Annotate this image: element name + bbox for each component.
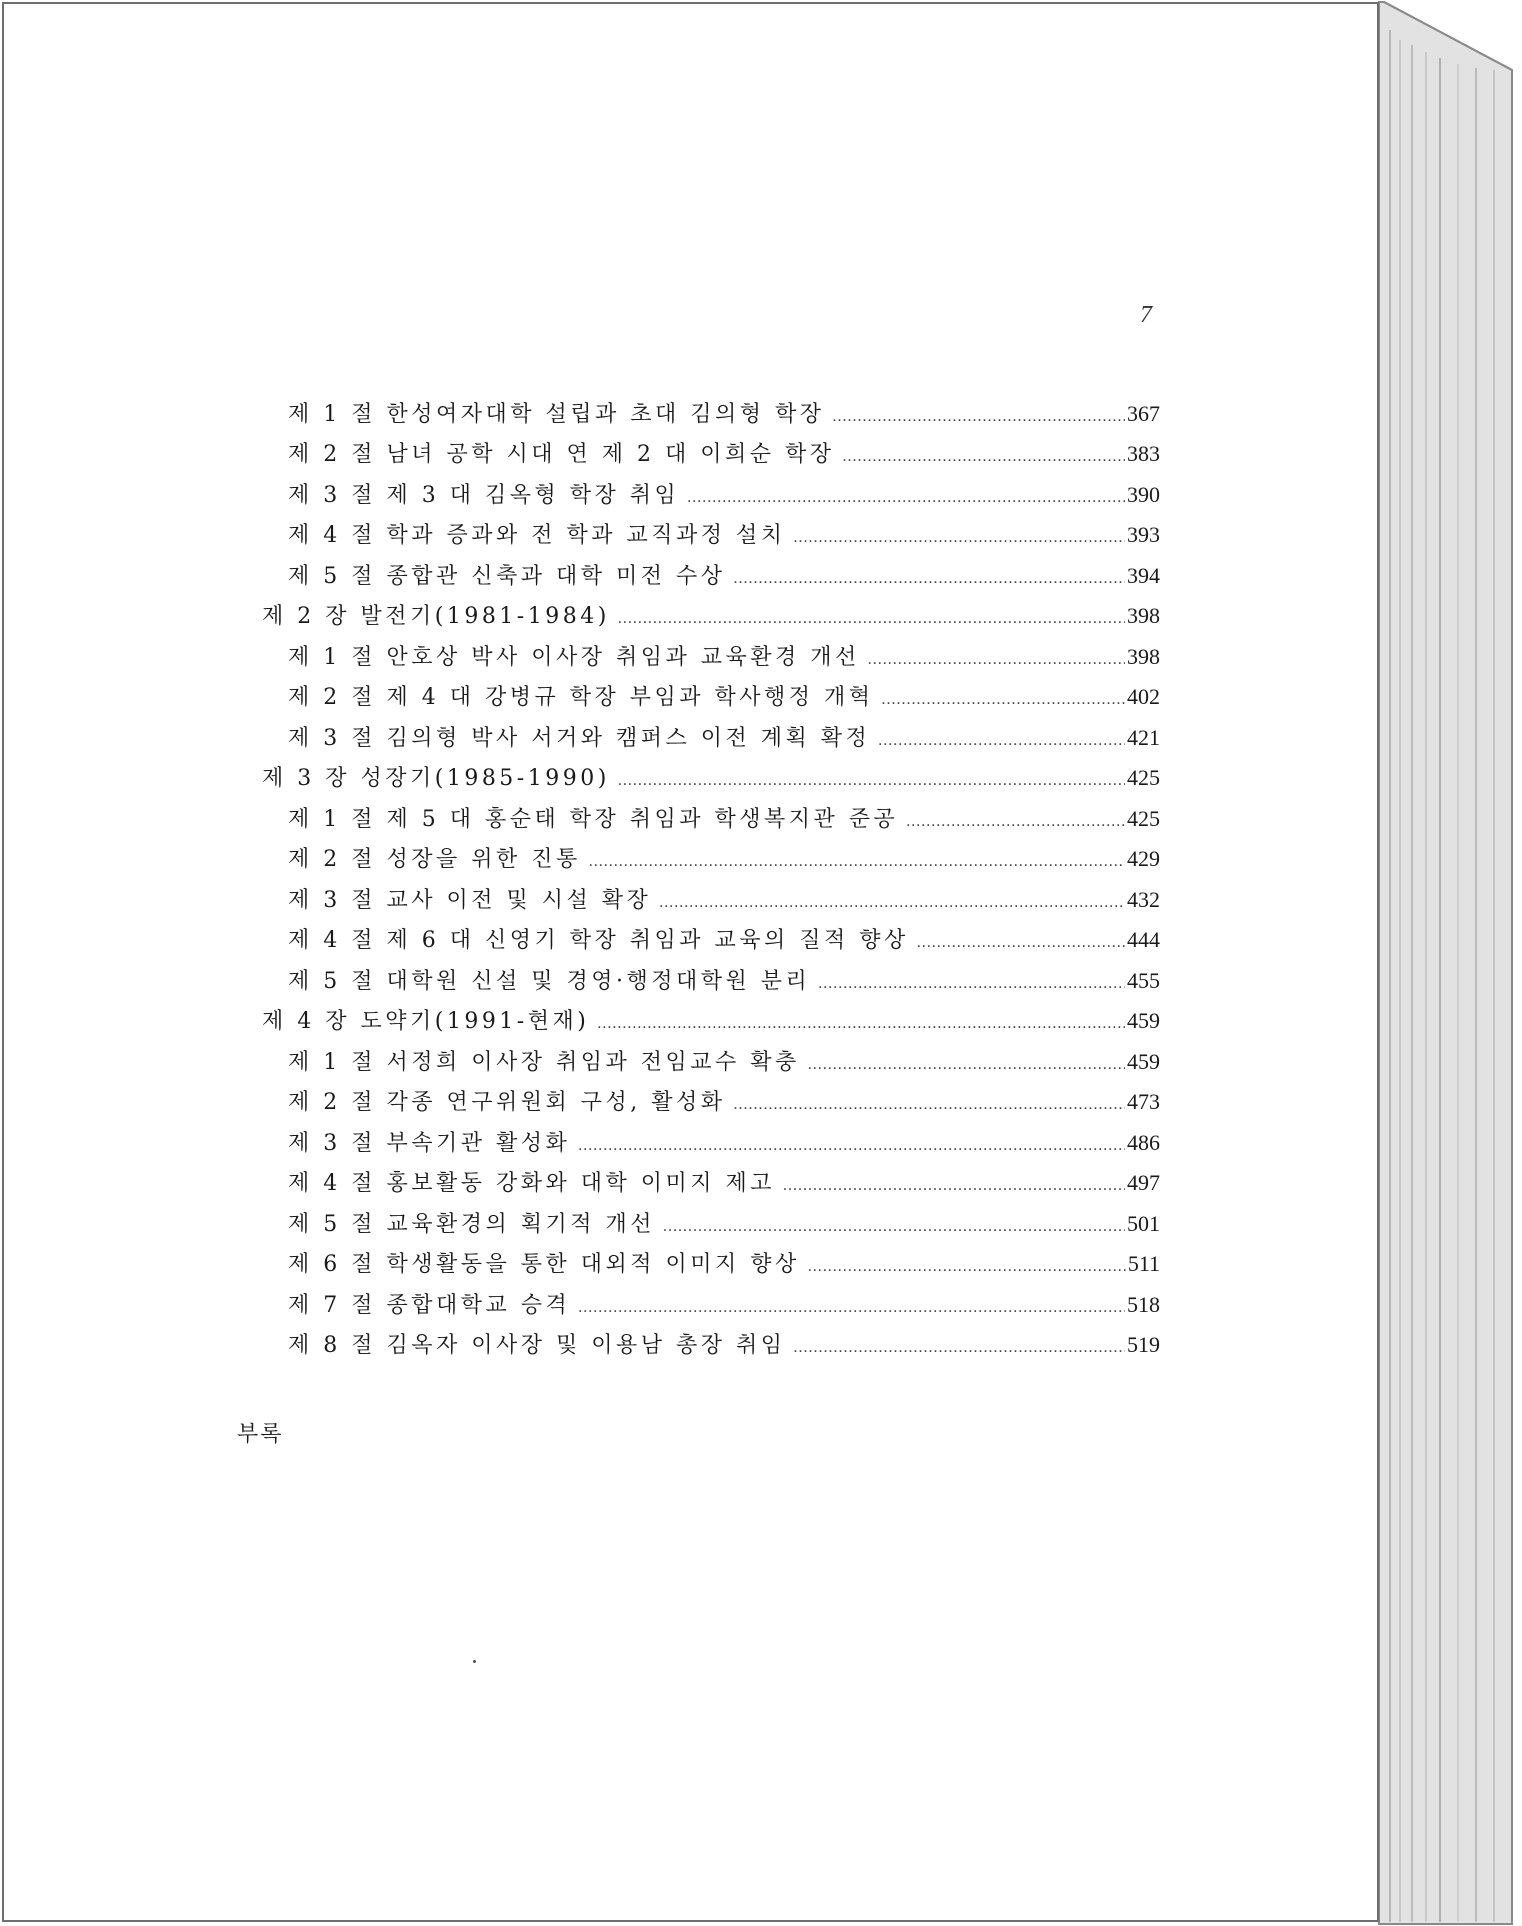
toc-section-entry <box>288 437 1160 471</box>
toc-dot-leader <box>881 683 1125 717</box>
toc-section-entry <box>288 1328 1160 1362</box>
toc-entry-title: 제 2 절 남녀 공학 시대 연 제 2 대 이희순 학장 <box>288 442 835 467</box>
toc-section-entry <box>288 1166 1160 1200</box>
toc-section-entry <box>288 1247 1160 1281</box>
toc-entry-page: 393 <box>1127 522 1160 547</box>
toc-dot-leader <box>906 805 1125 839</box>
toc-section-entry <box>288 640 1160 674</box>
toc-section-entry <box>288 883 1160 917</box>
toc-entry-page: 455 <box>1127 968 1160 993</box>
toc-entry-page: 429 <box>1127 846 1160 871</box>
toc-dot-leader <box>733 1088 1125 1122</box>
toc-entry-title: 제 1 절 제 5 대 홍순태 학장 취임과 학생복지관 준공 <box>288 807 899 832</box>
toc-section-entry <box>288 1126 1160 1160</box>
toc-dot-leader <box>663 1210 1125 1244</box>
toc-entry-page: 459 <box>1127 1049 1160 1074</box>
toc-entry-title: 제 3 절 부속기관 활성화 <box>288 1131 571 1156</box>
document-page <box>2 2 1379 1922</box>
toc-entry-page: 398 <box>1127 644 1160 669</box>
toc-entry-page: 519 <box>1127 1332 1160 1357</box>
toc-entry-title: 제 4 절 홍보활동 강화와 대학 이미지 제고 <box>288 1171 775 1196</box>
toc-dot-leader <box>842 440 1125 474</box>
toc-dot-leader <box>578 1129 1125 1163</box>
toc-section-entry <box>288 680 1160 714</box>
toc-entry-page: 425 <box>1127 806 1160 831</box>
toc-entry-page: 398 <box>1127 603 1160 628</box>
toc-entry-page: 444 <box>1127 927 1160 952</box>
toc-entry-title: 제 3 장 성장기(1985-1990) <box>262 766 610 791</box>
appendix-heading: 부록 <box>237 1422 284 1447</box>
toc-entry-page: 459 <box>1127 1008 1160 1033</box>
toc-entry-title: 제 1 절 한성여자대학 설립과 초대 김의형 학장 <box>288 402 825 427</box>
toc-entry-title: 제 3 절 김의형 박사 서거와 캠퍼스 이전 계획 확정 <box>288 726 871 751</box>
toc-dot-leader <box>618 764 1125 798</box>
toc-dot-leader <box>578 1291 1125 1325</box>
toc-chapter-entry <box>262 761 1160 795</box>
toc-dot-leader <box>808 1048 1125 1082</box>
toc-dot-leader <box>589 845 1125 879</box>
toc-dot-leader <box>833 400 1126 434</box>
toc-section-entry <box>288 802 1160 836</box>
toc-entry-page: 518 <box>1127 1292 1160 1317</box>
toc-entry-page: 511 <box>1127 1251 1160 1276</box>
toc-dot-leader <box>618 602 1125 636</box>
toc-dot-leader <box>868 643 1125 677</box>
toc-chapter-entry <box>262 599 1160 633</box>
toc-entry-title: 제 2 장 발전기(1981-1984) <box>262 604 610 629</box>
toc-entry-title: 제 5 절 대학원 신설 및 경영·행정대학원 분리 <box>288 969 811 994</box>
toc-entry-page: 421 <box>1127 725 1160 750</box>
toc-section-entry <box>288 397 1160 431</box>
toc-entry-page: 501 <box>1127 1211 1160 1236</box>
toc-section-entry <box>288 923 1160 957</box>
toc-dot-leader <box>793 1331 1125 1365</box>
toc-entry-title: 제 3 절 제 3 대 김옥형 학장 취임 <box>288 483 680 508</box>
toc-entry-page: 390 <box>1127 482 1160 507</box>
toc-entry-title: 제 4 장 도약기(1991-현재) <box>262 1009 590 1034</box>
toc-dot-leader <box>687 481 1125 515</box>
toc-entry-page: 383 <box>1127 441 1160 466</box>
toc-entry-title: 제 8 절 김옥자 이사장 및 이용남 총장 취임 <box>288 1333 786 1358</box>
toc-section-entry <box>288 1207 1160 1241</box>
toc-dot-leader <box>597 1007 1125 1041</box>
toc-section-entry <box>288 964 1160 998</box>
toc-section-entry <box>288 1045 1160 1079</box>
toc-entry-title: 제 5 절 교육환경의 획기적 개선 <box>288 1212 655 1237</box>
toc-entry-title: 제 2 절 성장을 위한 진통 <box>288 847 581 872</box>
scan-speck <box>473 1660 476 1663</box>
toc-section-entry <box>288 842 1160 876</box>
toc-entry-title: 제 2 절 각종 연구위원회 구성, 활성화 <box>288 1090 726 1115</box>
toc-dot-leader <box>659 886 1125 920</box>
toc-entry-title: 제 5 절 종합관 신축과 대학 미전 수상 <box>288 564 726 589</box>
toc-dot-leader <box>818 967 1125 1001</box>
toc-section-entry <box>288 721 1160 755</box>
toc-entry-page: 486 <box>1127 1130 1160 1155</box>
toc-entry-title: 제 1 절 서정희 이사장 취임과 전임교수 확충 <box>288 1050 800 1075</box>
toc-entry-title: 제 4 절 학과 증과와 전 학과 교직과정 설치 <box>288 523 786 548</box>
toc-dot-leader <box>783 1169 1125 1203</box>
toc-entry-page: 432 <box>1127 887 1160 912</box>
toc-dot-leader <box>793 521 1125 555</box>
toc-entry-page: 367 <box>1127 401 1160 426</box>
toc-dot-leader <box>878 724 1125 758</box>
toc-section-entry <box>288 478 1160 512</box>
toc-chapter-entry <box>262 1004 1160 1038</box>
toc-entry-title: 제 1 절 안호상 박사 이사장 취임과 교육환경 개선 <box>288 645 860 670</box>
page-number: 7 <box>1140 302 1152 328</box>
toc-entry-title: 제 4 절 제 6 대 신영기 학장 취임과 교육의 질적 향상 <box>288 928 909 953</box>
toc-entry-title: 제 2 절 제 4 대 강병규 학장 부임과 학사행정 개혁 <box>288 685 874 710</box>
toc-section-entry <box>288 559 1160 593</box>
toc-entry-page: 425 <box>1127 765 1160 790</box>
toc-entry-page: 497 <box>1127 1170 1160 1195</box>
toc-dot-leader <box>733 562 1125 596</box>
toc-entry-page: 473 <box>1127 1089 1160 1114</box>
toc-section-entry <box>288 1288 1160 1322</box>
toc-entry-page: 402 <box>1127 684 1160 709</box>
toc-entry-page: 394 <box>1127 563 1160 588</box>
toc-entry-title: 제 3 절 교사 이전 및 시설 확장 <box>288 888 652 913</box>
toc-section-entry <box>288 518 1160 552</box>
toc-entry-title: 제 6 절 학생활동을 통한 대외적 이미지 향상 <box>288 1252 800 1277</box>
toc-entry-title: 제 7 절 종합대학교 승격 <box>288 1293 571 1318</box>
toc-section-entry <box>288 1085 1160 1119</box>
toc-dot-leader <box>917 926 1125 960</box>
toc-dot-leader <box>808 1250 1126 1284</box>
